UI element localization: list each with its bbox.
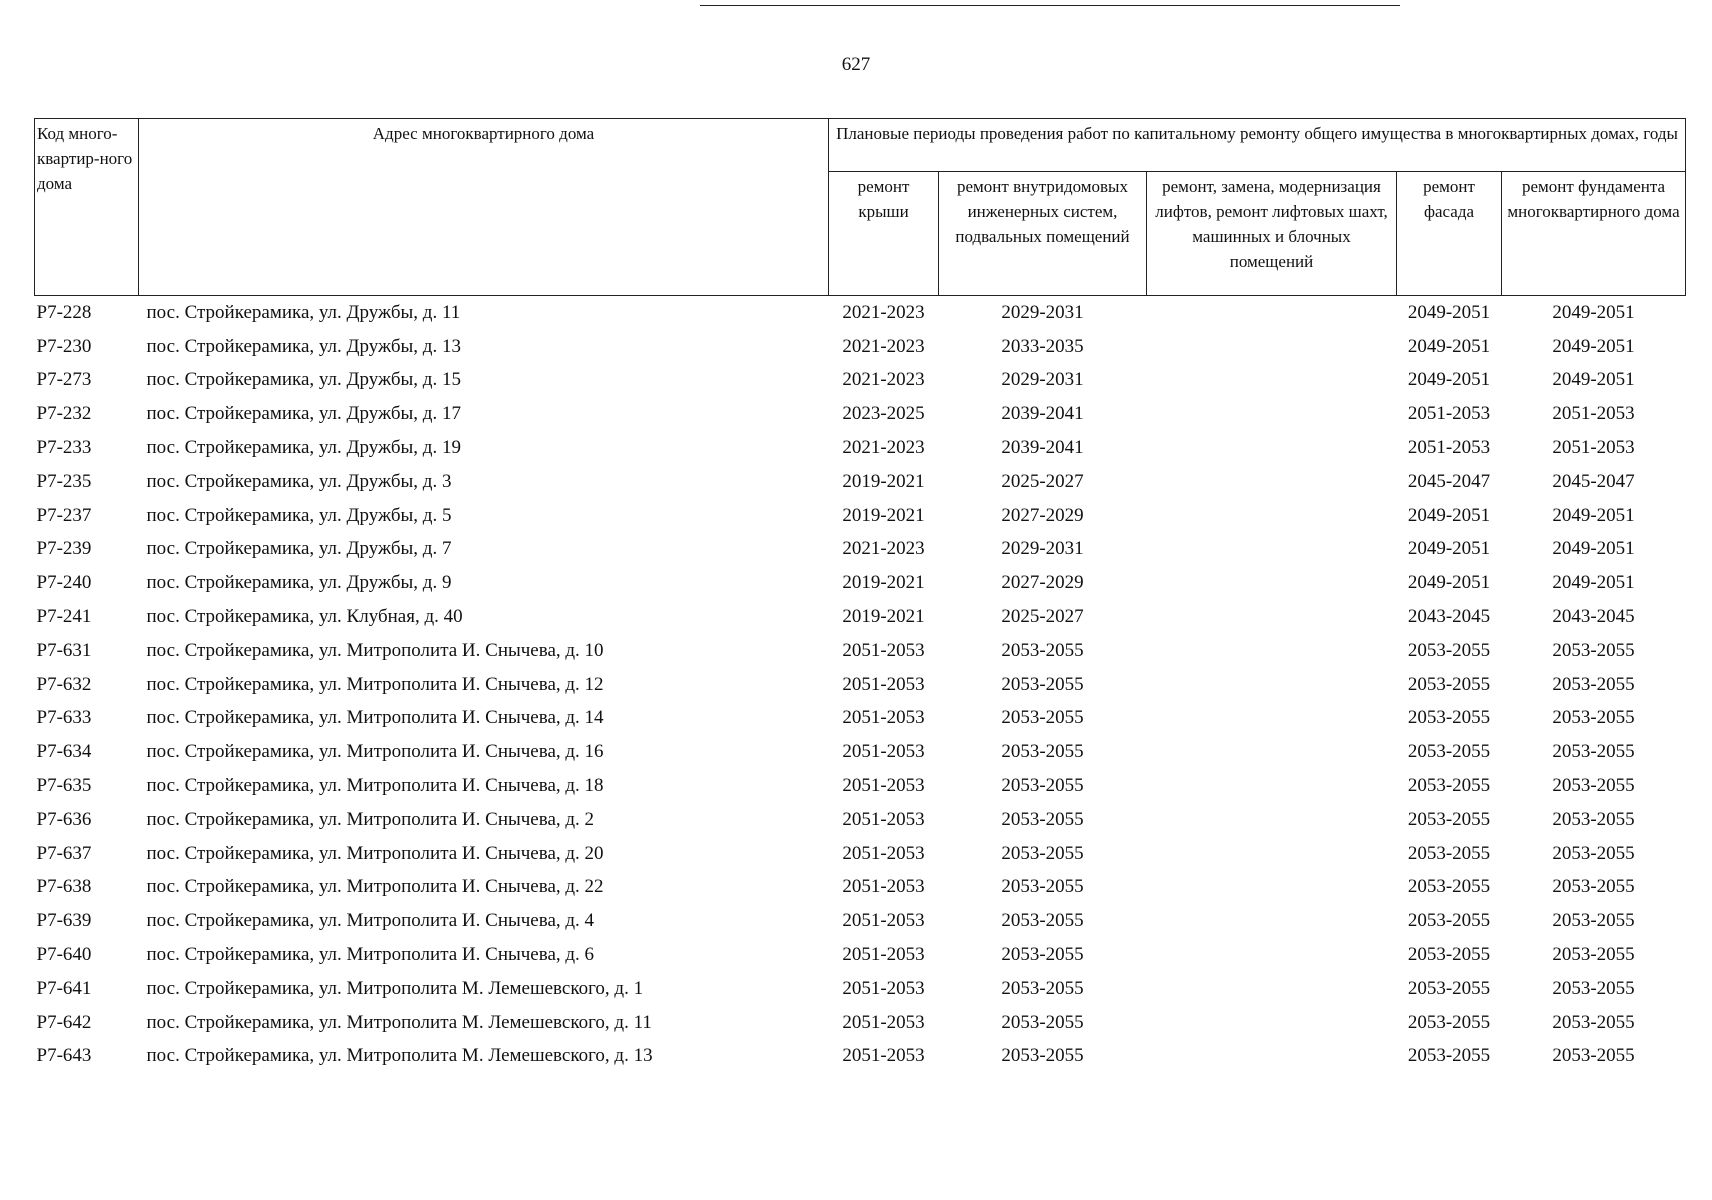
cell-code: Р7-239 xyxy=(36,538,92,560)
cell-lifts xyxy=(1147,296,1397,330)
cell-facade: 2049-2051 xyxy=(1407,335,1491,357)
cell-facade: 2053-2055 xyxy=(1407,842,1491,864)
cell-engineering: 2053-2055 xyxy=(1001,944,1084,966)
cell-address: пос. Стройкерамика, ул. Митрополита М. Лемешевского, д. 1 xyxy=(146,977,644,999)
cell-foundation: 2051-2053 xyxy=(1552,403,1635,425)
cell-roof: 2051-2053 xyxy=(842,944,925,966)
cell-address: пос. Стройкерамика, ул. Дружбы, д. 5 xyxy=(146,504,452,526)
cell-facade: 2053-2055 xyxy=(1407,673,1491,695)
table-row xyxy=(35,533,1686,567)
cell-code: Р7-237 xyxy=(36,504,92,526)
cell-roof: 2019-2021 xyxy=(842,606,925,628)
header-roof: ремонт крыши xyxy=(829,172,939,296)
cell-address: пос. Стройкерамика, ул. Дружбы, д. 3 xyxy=(146,470,452,492)
cell-engineering: 2029-2031 xyxy=(1001,301,1084,323)
cell-roof: 2019-2021 xyxy=(842,470,925,492)
cell-code: Р7-233 xyxy=(36,437,92,459)
header-lifts: ремонт, замена, модернизация лифтов, ремонт лифтовых шахт, машинных и блочных помещений xyxy=(1147,172,1397,296)
cell-code: Р7-635 xyxy=(36,775,92,797)
cell-foundation: 2053-2055 xyxy=(1552,977,1635,999)
cell-roof: 2023-2025 xyxy=(842,403,925,425)
table-row xyxy=(35,769,1686,803)
cell-engineering: 2025-2027 xyxy=(1001,606,1084,628)
cell-lifts xyxy=(1147,634,1397,668)
cell-address: пос. Стройкерамика, ул. Митрополита И. Снычева, д. 18 xyxy=(146,775,604,797)
cell-facade: 2051-2053 xyxy=(1407,437,1491,459)
cell-foundation: 2053-2055 xyxy=(1552,673,1635,695)
cell-roof: 2051-2053 xyxy=(842,808,925,830)
cell-facade: 2053-2055 xyxy=(1407,944,1491,966)
cell-code: Р7-230 xyxy=(36,335,92,357)
cell-code: Р7-638 xyxy=(36,876,92,898)
cell-foundation: 2053-2055 xyxy=(1552,707,1635,729)
table-row xyxy=(35,702,1686,736)
cell-address: пос. Стройкерамика, ул. Клубная, д. 40 xyxy=(146,606,463,628)
cell-engineering: 2053-2055 xyxy=(1001,808,1084,830)
cell-engineering: 2053-2055 xyxy=(1001,1045,1084,1067)
header-foundation: ремонт фундамента многоквартирного дома xyxy=(1502,172,1686,296)
cell-roof: 2051-2053 xyxy=(842,775,925,797)
cell-facade: 2049-2051 xyxy=(1407,369,1491,391)
table-row xyxy=(35,972,1686,1006)
table-row xyxy=(35,735,1686,769)
table-row xyxy=(35,871,1686,905)
cell-code: Р7-241 xyxy=(36,606,92,628)
cell-facade: 2053-2055 xyxy=(1407,876,1491,898)
cell-code: Р7-643 xyxy=(36,1045,92,1067)
table-row xyxy=(35,1040,1686,1074)
table-row xyxy=(35,465,1686,499)
cell-foundation: 2053-2055 xyxy=(1552,1011,1635,1033)
cell-facade: 2051-2053 xyxy=(1407,403,1491,425)
cell-engineering: 2027-2029 xyxy=(1001,572,1084,594)
top-scan-rule xyxy=(700,5,1400,6)
cell-foundation: 2053-2055 xyxy=(1552,876,1635,898)
cell-code: Р7-632 xyxy=(36,673,92,695)
cell-code: Р7-240 xyxy=(36,572,92,594)
table-row xyxy=(35,1006,1686,1040)
cell-foundation: 2049-2051 xyxy=(1552,301,1635,323)
cell-engineering: 2029-2031 xyxy=(1001,369,1084,391)
cell-foundation: 2049-2051 xyxy=(1552,538,1635,560)
page-number: 627 xyxy=(841,54,871,75)
cell-facade: 2045-2047 xyxy=(1407,470,1491,492)
cell-foundation: 2049-2051 xyxy=(1552,572,1635,594)
cell-facade: 2049-2051 xyxy=(1407,504,1491,526)
cell-code: Р7-642 xyxy=(36,1011,92,1033)
cell-engineering: 2039-2041 xyxy=(1001,403,1084,425)
cell-roof: 2051-2053 xyxy=(842,1011,925,1033)
cell-roof: 2021-2023 xyxy=(842,369,925,391)
cell-code: Р7-639 xyxy=(36,910,92,932)
cell-engineering: 2053-2055 xyxy=(1001,707,1084,729)
cell-code: Р7-634 xyxy=(36,741,92,763)
cell-engineering: 2039-2041 xyxy=(1001,437,1084,459)
cell-foundation: 2049-2051 xyxy=(1552,369,1635,391)
cell-facade: 2053-2055 xyxy=(1407,741,1491,763)
cell-code: Р7-631 xyxy=(36,639,92,661)
table-row xyxy=(35,397,1686,431)
cell-facade: 2053-2055 xyxy=(1407,639,1491,661)
cell-roof: 2051-2053 xyxy=(842,673,925,695)
cell-address: пос. Стройкерамика, ул. Дружбы, д. 11 xyxy=(146,301,461,323)
cell-lifts xyxy=(1147,600,1397,634)
cell-engineering: 2053-2055 xyxy=(1001,910,1084,932)
cell-code: Р7-235 xyxy=(36,470,92,492)
cell-foundation: 2051-2053 xyxy=(1552,437,1635,459)
cell-engineering: 2053-2055 xyxy=(1001,673,1084,695)
cell-engineering: 2053-2055 xyxy=(1001,1011,1084,1033)
cell-facade: 2053-2055 xyxy=(1407,1011,1491,1033)
cell-lifts xyxy=(1147,364,1397,398)
cell-engineering: 2029-2031 xyxy=(1001,538,1084,560)
cell-address: пос. Стройкерамика, ул. Дружбы, д. 17 xyxy=(146,403,461,425)
table-row xyxy=(35,364,1686,398)
cell-address: пос. Стройкерамика, ул. Митрополита И. Снычева, д. 10 xyxy=(146,639,604,661)
cell-facade: 2043-2045 xyxy=(1407,606,1491,628)
cell-foundation: 2053-2055 xyxy=(1552,741,1635,763)
cell-engineering: 2025-2027 xyxy=(1001,470,1084,492)
cell-code: Р7-636 xyxy=(36,808,92,830)
cell-address: пос. Стройкерамика, ул. Митрополита И. Снычева, д. 22 xyxy=(146,876,604,898)
repair-schedule-table-wrap xyxy=(34,118,1686,1073)
table-row xyxy=(35,600,1686,634)
cell-facade: 2049-2051 xyxy=(1407,538,1491,560)
cell-facade: 2049-2051 xyxy=(1407,572,1491,594)
cell-address: пос. Стройкерамика, ул. Митрополита И. Снычева, д. 12 xyxy=(146,673,604,695)
cell-facade: 2053-2055 xyxy=(1407,707,1491,729)
header-code: Код много-квартир-ного дома xyxy=(35,119,139,296)
cell-lifts xyxy=(1147,330,1397,364)
cell-foundation: 2053-2055 xyxy=(1552,910,1635,932)
cell-roof: 2051-2053 xyxy=(842,741,925,763)
cell-lifts xyxy=(1147,803,1397,837)
cell-engineering: 2027-2029 xyxy=(1001,504,1084,526)
table-row xyxy=(35,938,1686,972)
header-periods: Плановые периоды проведения работ по капитальному ремонту общего имущества в многоквартирных домах, годы xyxy=(829,119,1686,172)
cell-foundation: 2049-2051 xyxy=(1552,335,1635,357)
cell-lifts xyxy=(1147,972,1397,1006)
table-row xyxy=(35,330,1686,364)
table-row xyxy=(35,668,1686,702)
header-engineering: ремонт внутридомовых инженерных систем, подвальных помещений xyxy=(939,172,1147,296)
cell-foundation: 2053-2055 xyxy=(1552,842,1635,864)
table-row xyxy=(35,431,1686,465)
cell-roof: 2021-2023 xyxy=(842,538,925,560)
cell-code: Р7-637 xyxy=(36,842,92,864)
cell-lifts xyxy=(1147,397,1397,431)
table-row xyxy=(35,566,1686,600)
cell-address: пос. Стройкерамика, ул. Митрополита И. Снычева, д. 4 xyxy=(146,910,595,932)
cell-engineering: 2053-2055 xyxy=(1001,842,1084,864)
cell-code: Р7-633 xyxy=(36,707,92,729)
cell-facade: 2053-2055 xyxy=(1407,808,1491,830)
cell-facade: 2053-2055 xyxy=(1407,910,1491,932)
cell-address: пос. Стройкерамика, ул. Дружбы, д. 7 xyxy=(146,538,452,560)
cell-roof: 2051-2053 xyxy=(842,707,925,729)
cell-roof: 2051-2053 xyxy=(842,1045,925,1067)
cell-facade: 2053-2055 xyxy=(1407,977,1491,999)
cell-foundation: 2053-2055 xyxy=(1552,775,1635,797)
cell-engineering: 2053-2055 xyxy=(1001,775,1084,797)
cell-roof: 2019-2021 xyxy=(842,572,925,594)
cell-roof: 2019-2021 xyxy=(842,504,925,526)
header-facade: ремонт фасада xyxy=(1397,172,1502,296)
table-row xyxy=(35,499,1686,533)
cell-lifts xyxy=(1147,668,1397,702)
cell-address: пос. Стройкерамика, ул. Дружбы, д. 19 xyxy=(146,437,461,459)
cell-code: Р7-641 xyxy=(36,977,92,999)
cell-roof: 2051-2053 xyxy=(842,639,925,661)
cell-address: пос. Стройкерамика, ул. Митрополита И. Снычева, д. 16 xyxy=(146,741,604,763)
cell-code: Р7-640 xyxy=(36,944,92,966)
cell-lifts xyxy=(1147,431,1397,465)
cell-address: пос. Стройкерамика, ул. Дружбы, д. 15 xyxy=(146,369,461,391)
cell-engineering: 2053-2055 xyxy=(1001,639,1084,661)
cell-lifts xyxy=(1147,904,1397,938)
cell-foundation: 2053-2055 xyxy=(1552,808,1635,830)
cell-lifts xyxy=(1147,735,1397,769)
cell-foundation: 2049-2051 xyxy=(1552,504,1635,526)
cell-roof: 2051-2053 xyxy=(842,876,925,898)
cell-address: пос. Стройкерамика, ул. Митрополита И. Снычева, д. 2 xyxy=(146,808,595,830)
cell-code: Р7-232 xyxy=(36,403,92,425)
cell-lifts xyxy=(1147,837,1397,871)
cell-address: пос. Стройкерамика, ул. Дружбы, д. 13 xyxy=(146,335,461,357)
cell-address: пос. Стройкерамика, ул. Митрополита М. Лемешевского, д. 13 xyxy=(146,1045,653,1067)
cell-facade: 2053-2055 xyxy=(1407,775,1491,797)
cell-lifts xyxy=(1147,533,1397,567)
table-row xyxy=(35,904,1686,938)
cell-roof: 2051-2053 xyxy=(842,842,925,864)
cell-foundation: 2053-2055 xyxy=(1552,639,1635,661)
cell-engineering: 2053-2055 xyxy=(1001,977,1084,999)
header-address: Адрес многоквартирного дома xyxy=(139,119,829,296)
cell-foundation: 2043-2045 xyxy=(1552,606,1635,628)
cell-engineering: 2053-2055 xyxy=(1001,876,1084,898)
cell-lifts xyxy=(1147,871,1397,905)
table-row xyxy=(35,296,1686,330)
cell-lifts xyxy=(1147,465,1397,499)
cell-lifts xyxy=(1147,938,1397,972)
cell-lifts xyxy=(1147,1040,1397,1074)
cell-lifts xyxy=(1147,499,1397,533)
cell-address: пос. Стройкерамика, ул. Митрополита М. Лемешевского, д. 11 xyxy=(146,1011,652,1033)
cell-code: Р7-228 xyxy=(36,301,92,323)
cell-address: пос. Стройкерамика, ул. Дружбы, д. 9 xyxy=(146,572,452,594)
cell-lifts xyxy=(1147,769,1397,803)
table-row xyxy=(35,634,1686,668)
table-row xyxy=(35,803,1686,837)
cell-foundation: 2053-2055 xyxy=(1552,944,1635,966)
cell-lifts xyxy=(1147,1006,1397,1040)
cell-address: пос. Стройкерамика, ул. Митрополита И. Снычева, д. 14 xyxy=(146,707,604,729)
cell-foundation: 2053-2055 xyxy=(1552,1045,1635,1067)
cell-code: Р7-273 xyxy=(36,369,92,391)
cell-lifts xyxy=(1147,702,1397,736)
cell-roof: 2051-2053 xyxy=(842,910,925,932)
cell-address: пос. Стройкерамика, ул. Митрополита И. Снычева, д. 20 xyxy=(146,842,604,864)
cell-facade: 2053-2055 xyxy=(1407,1045,1491,1067)
cell-engineering: 2033-2035 xyxy=(1001,335,1084,357)
repair-schedule-table xyxy=(34,118,1686,1073)
cell-address: пос. Стройкерамика, ул. Митрополита И. Снычева, д. 6 xyxy=(146,944,595,966)
cell-lifts xyxy=(1147,566,1397,600)
cell-roof: 2051-2053 xyxy=(842,977,925,999)
cell-roof: 2021-2023 xyxy=(842,437,925,459)
cell-facade: 2049-2051 xyxy=(1407,301,1491,323)
cell-engineering: 2053-2055 xyxy=(1001,741,1084,763)
cell-roof: 2021-2023 xyxy=(842,335,925,357)
table-header xyxy=(35,119,1686,296)
cell-roof: 2021-2023 xyxy=(842,301,925,323)
cell-foundation: 2045-2047 xyxy=(1552,470,1635,492)
table-body xyxy=(35,296,1686,1074)
table-row xyxy=(35,837,1686,871)
